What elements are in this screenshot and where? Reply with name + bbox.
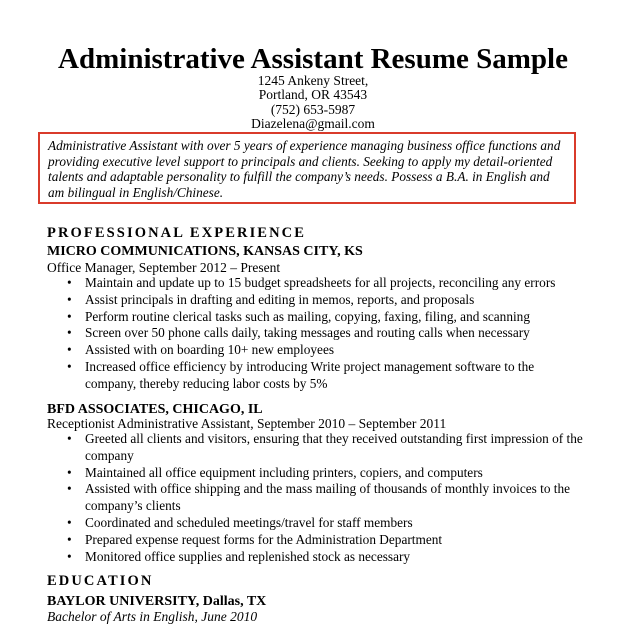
list-item: • Prepared expense request forms for the Administration Department	[47, 532, 587, 549]
job-2-company: BFD ASSOCIATES, CHICAGO, IL	[47, 402, 263, 417]
list-item: • Maintained all office equipment including printers, copiers, and computers	[47, 465, 587, 482]
job-1-role: Office Manager, September 2012 – Present	[47, 260, 281, 275]
job-1-bullets	[47, 275, 587, 393]
contact-phone: (752) 653-5987	[270, 101, 356, 117]
summary-box	[38, 132, 576, 204]
list-item: • Coordinated and scheduled meetings/travel for staff members	[47, 515, 587, 532]
list-item: • Assisted with office shipping and the mass mailing of thousands of monthly invoices to the company’s clients	[47, 481, 587, 515]
summary-text: Administrative Assistant with over 5 years of experience managing business office functions and providing executive level support to principals and clients. Seeking to apply my detail-oriented talents and adaptable personality to fulfill the company’s needs. Possess a B.A. in English and am bilingual in English/Chinese.	[48, 138, 561, 200]
education-school: BAYLOR UNIVERSITY, Dallas, TX	[47, 594, 267, 609]
job-2-role: Receptionist Administrative Assistant, September 2010 – September 2011	[47, 416, 447, 431]
job-1-company: MICRO COMMUNICATIONS, KANSAS CITY, KS	[47, 244, 363, 259]
job-2-bullets	[47, 431, 587, 565]
resume-title: Administrative Assistant Resume Sample	[58, 43, 568, 75]
list-item: • Increased office efficiency by introducing Write project management software to the company, thereby reducing labor costs by 5%	[47, 359, 587, 393]
contact-email: Diazelena@gmail.com	[251, 115, 375, 131]
list-item: • Greeted all clients and visitors, ensuring that they received outstanding first impression of the company	[47, 431, 587, 465]
list-item: • Assist principals in drafting and editing in memos, reports, and proposals	[47, 292, 587, 309]
contact-block	[0, 74, 626, 131]
list-item: • Screen over 50 phone calls daily, taking messages and routing calls when necessary	[47, 325, 587, 342]
contact-city: Portland, OR 43543	[258, 87, 368, 103]
list-item: • Perform routine clerical tasks such as mailing, copying, faxing, filing, and scanning	[47, 309, 587, 326]
contact-street: 1245 Ankeny Street,	[257, 73, 369, 88]
list-item: • Assisted with on boarding 10+ new employees	[47, 342, 587, 359]
education-degree: Bachelor of Arts in English, June 2010	[47, 609, 258, 624]
education-heading: EDUCATION	[47, 573, 154, 589]
list-item: • Monitored office supplies and replenished stock as necessary	[47, 549, 587, 566]
list-item: • Maintain and update up to 15 budget spreadsheets for all projects, reconciling any errors	[47, 275, 587, 292]
experience-heading: PROFESSIONAL EXPERIENCE	[47, 225, 306, 241]
